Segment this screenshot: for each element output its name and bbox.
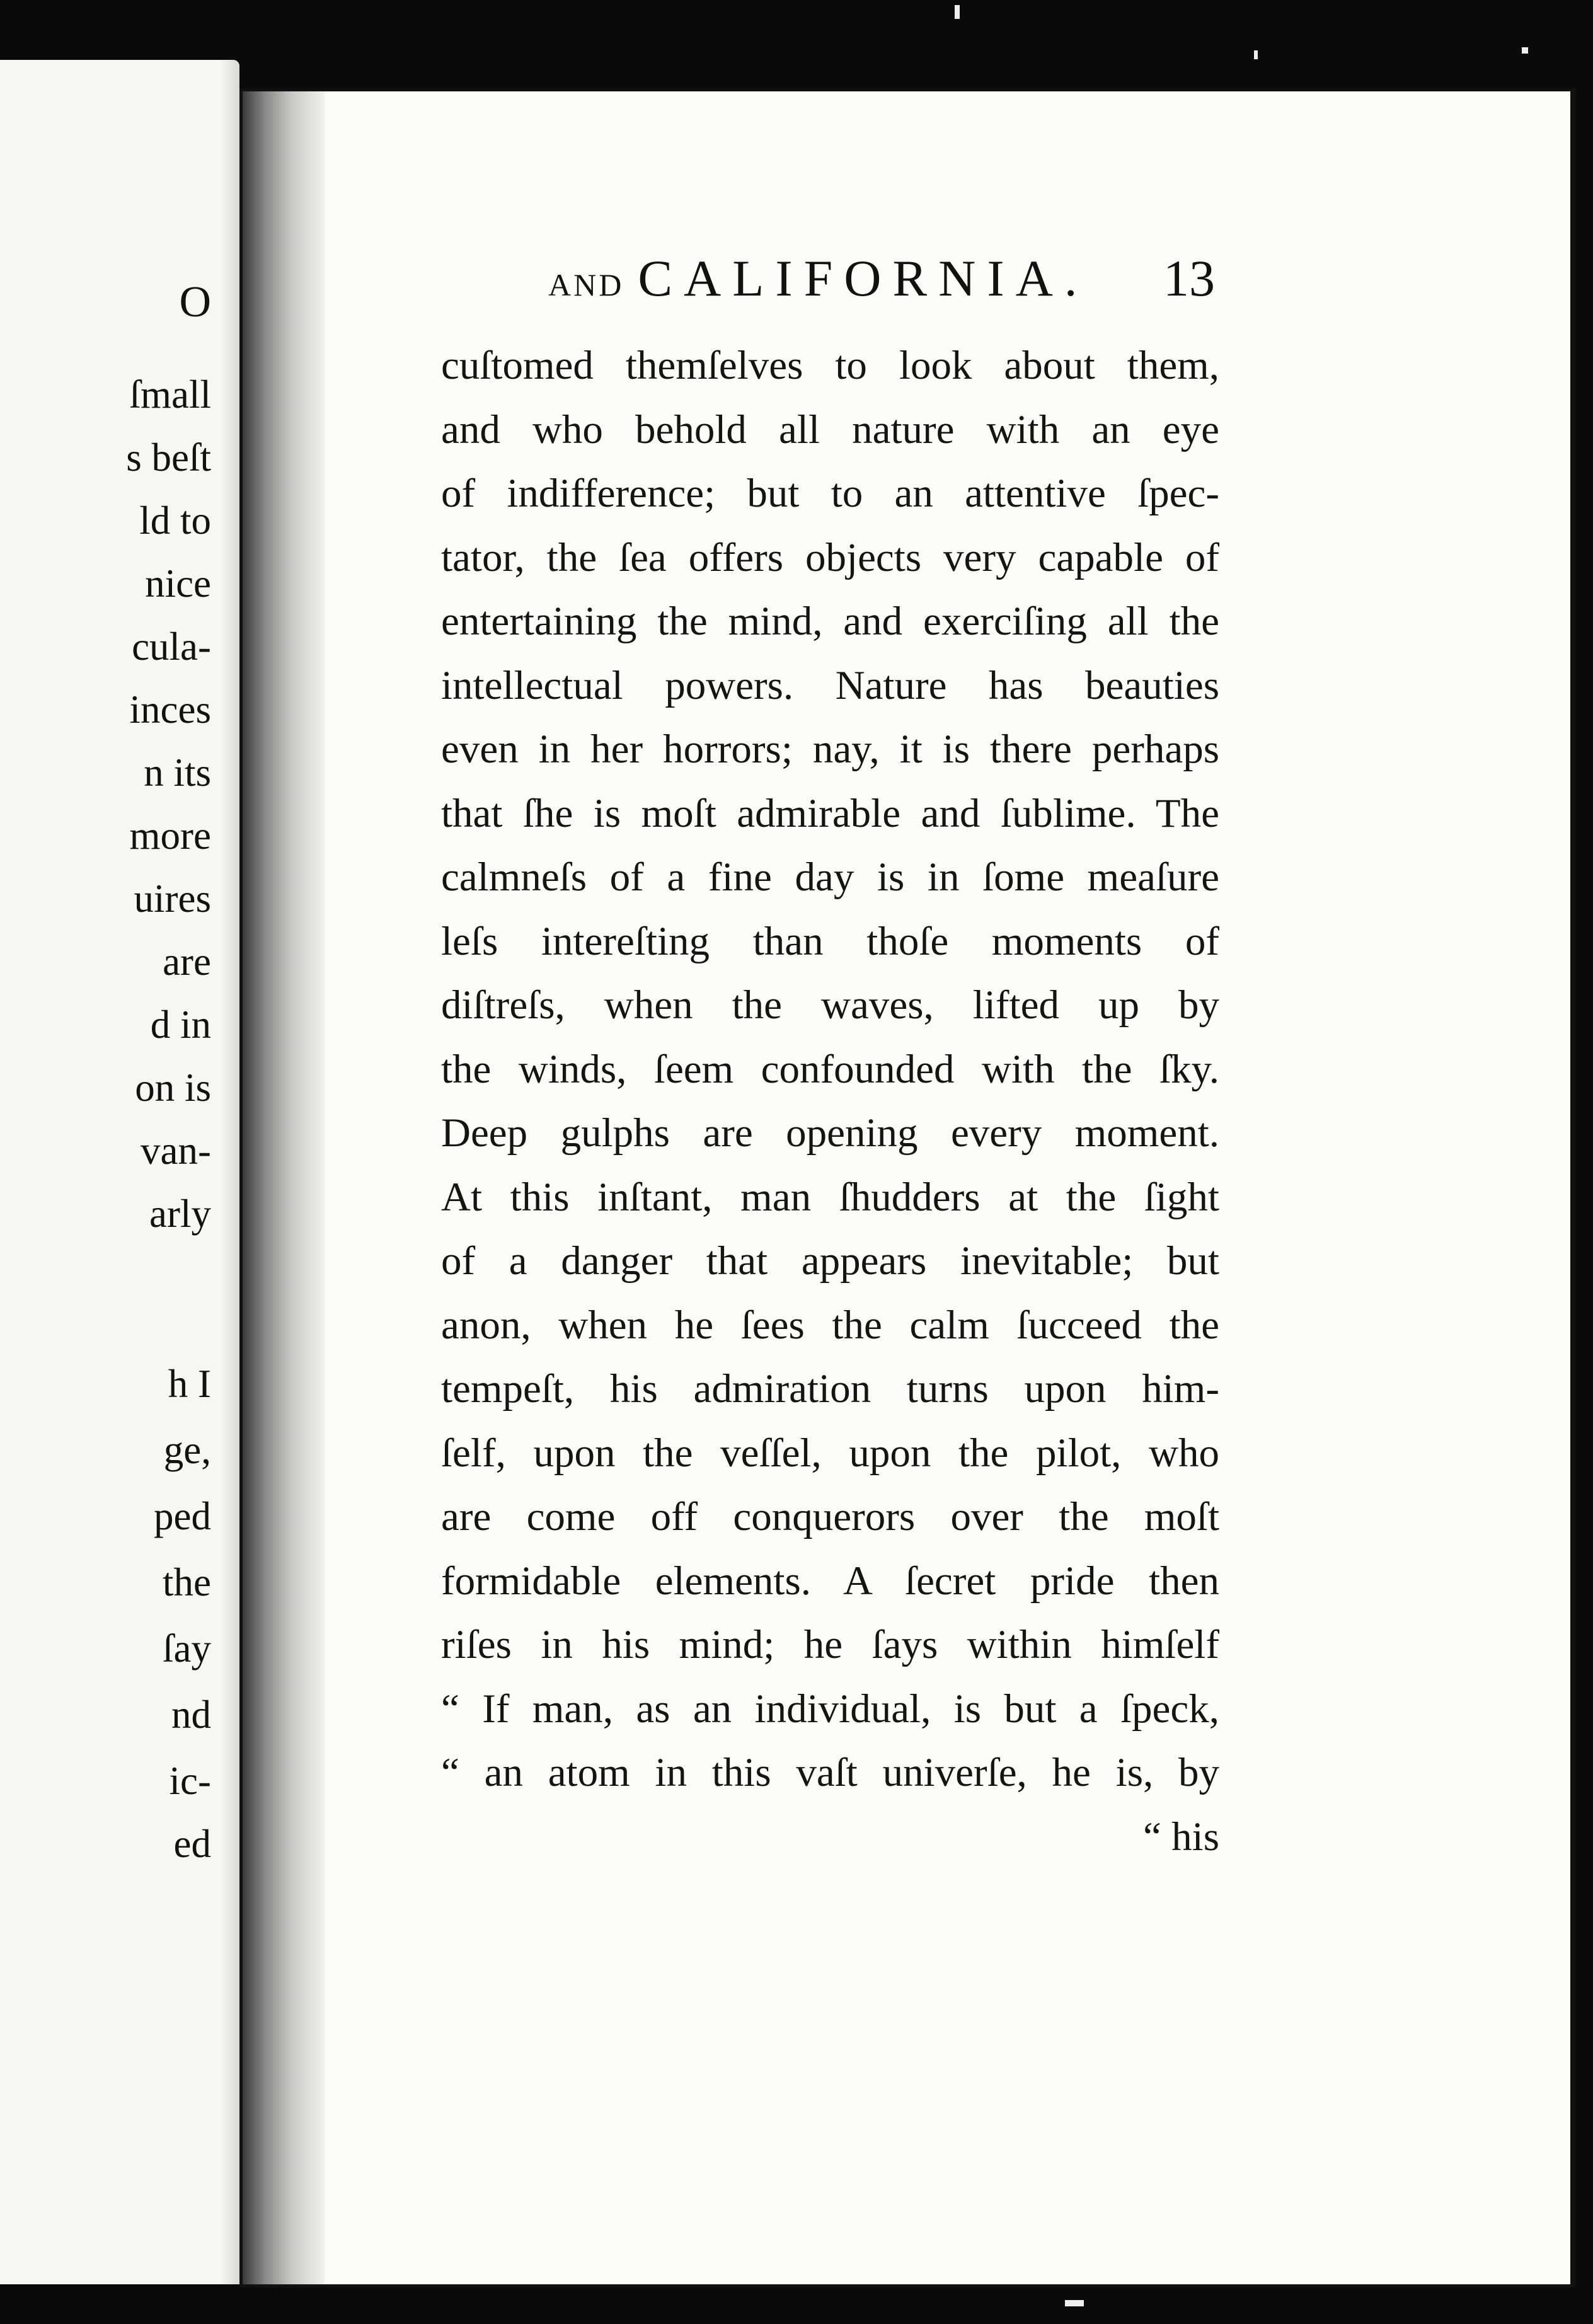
text-line: “ an atom in this vaſt univerſe, he is, by [441, 1750, 1219, 1795]
text-line: even in her horrors; nay, it is there perhaps [441, 727, 1219, 772]
left-page-line: cula- [132, 624, 211, 669]
left-page-line: n its [144, 751, 211, 795]
left-page-line: more [129, 814, 211, 858]
left-page-line: nd [171, 1693, 211, 1737]
text-line: tator, the ſea offers objects very capable of [441, 534, 1219, 580]
page-number: 13 [1163, 250, 1215, 307]
text-line: of a danger that appears inevitable; but [441, 1238, 1219, 1284]
left-page-line: the [163, 1560, 211, 1604]
text-line: tempeſt, his admiration turns upon him- [441, 1366, 1219, 1412]
text-line: calmneſs of a fine day is in ſome meaſure [441, 854, 1219, 900]
left-page-line: inces [129, 687, 211, 732]
left-page-line: ge, [163, 1428, 211, 1472]
left-page-line: uires [134, 877, 211, 921]
text-line: cuſtomed themſelves to look about them, [441, 343, 1219, 388]
left-page-line: s beſt [126, 435, 211, 480]
body-text [441, 334, 1219, 1869]
text-line: riſes in his mind; he ſays within himſelf [441, 1622, 1219, 1667]
running-header [548, 249, 1215, 308]
left-page-line: O [179, 278, 211, 326]
scan-speck [1254, 50, 1258, 59]
left-page-line: h I [168, 1362, 211, 1406]
left-page-line: d in [150, 1003, 211, 1047]
left-page-line: on is [135, 1066, 211, 1110]
left-page-line: nice [145, 561, 211, 606]
left-page-line: van- [141, 1129, 211, 1173]
left-page-line: are [163, 940, 211, 984]
text-line: and who behold all nature with an eye [441, 406, 1219, 452]
text-line: anon, when he ſees the calm ſucceed the [441, 1302, 1219, 1348]
left-page-line: ld to [139, 498, 211, 543]
left-page-line: ſay [163, 1626, 211, 1671]
text-line: are come off conquerors over the moſt [441, 1494, 1219, 1539]
text-line: that ſhe is moſt admirable and ſublime. The [441, 790, 1219, 836]
text-line: leſs intereſting than thoſe moments of [441, 918, 1219, 964]
text-line: At this inſtant, man ſhudders at the ſight [441, 1174, 1219, 1220]
text-line: formidable elements. A ſecret pride then [441, 1558, 1219, 1604]
scan-speck [1065, 2300, 1084, 2306]
text-line: of indifference; but to an attentive ſpec- [441, 471, 1219, 516]
header-and: AND [548, 267, 624, 302]
text-line: diſtreſs, when the waves, lifted up by [441, 982, 1219, 1028]
left-page-line: ped [154, 1494, 211, 1538]
text-line: Deep gulphs are opening every moment. [441, 1110, 1219, 1156]
text-line: intellectual powers. Nature has beauties [441, 662, 1219, 708]
text-line: entertaining the mind, and exerciſing all the [441, 599, 1219, 644]
left-page [0, 60, 239, 2284]
catchword: “ his [1143, 1814, 1219, 1860]
text-line: “ If man, as an individual, is but a ſpeck, [441, 1686, 1219, 1732]
text-line: the winds, ſeem confounded with the ſky. [441, 1046, 1219, 1092]
scan-speck [955, 5, 960, 19]
left-page-line: ic- [169, 1759, 211, 1803]
scan-speck [1522, 47, 1528, 54]
left-page-line: ſmall [129, 372, 211, 417]
header-title: CALIFORNIA. [638, 250, 1089, 307]
text-line: ſelf, upon the veſſel, upon the pilot, who [441, 1430, 1219, 1476]
page-gutter-shadow [243, 91, 325, 2284]
left-page-line: arly [149, 1192, 211, 1236]
left-page-line: ed [173, 1822, 211, 1866]
left-page-edge [221, 60, 239, 2284]
